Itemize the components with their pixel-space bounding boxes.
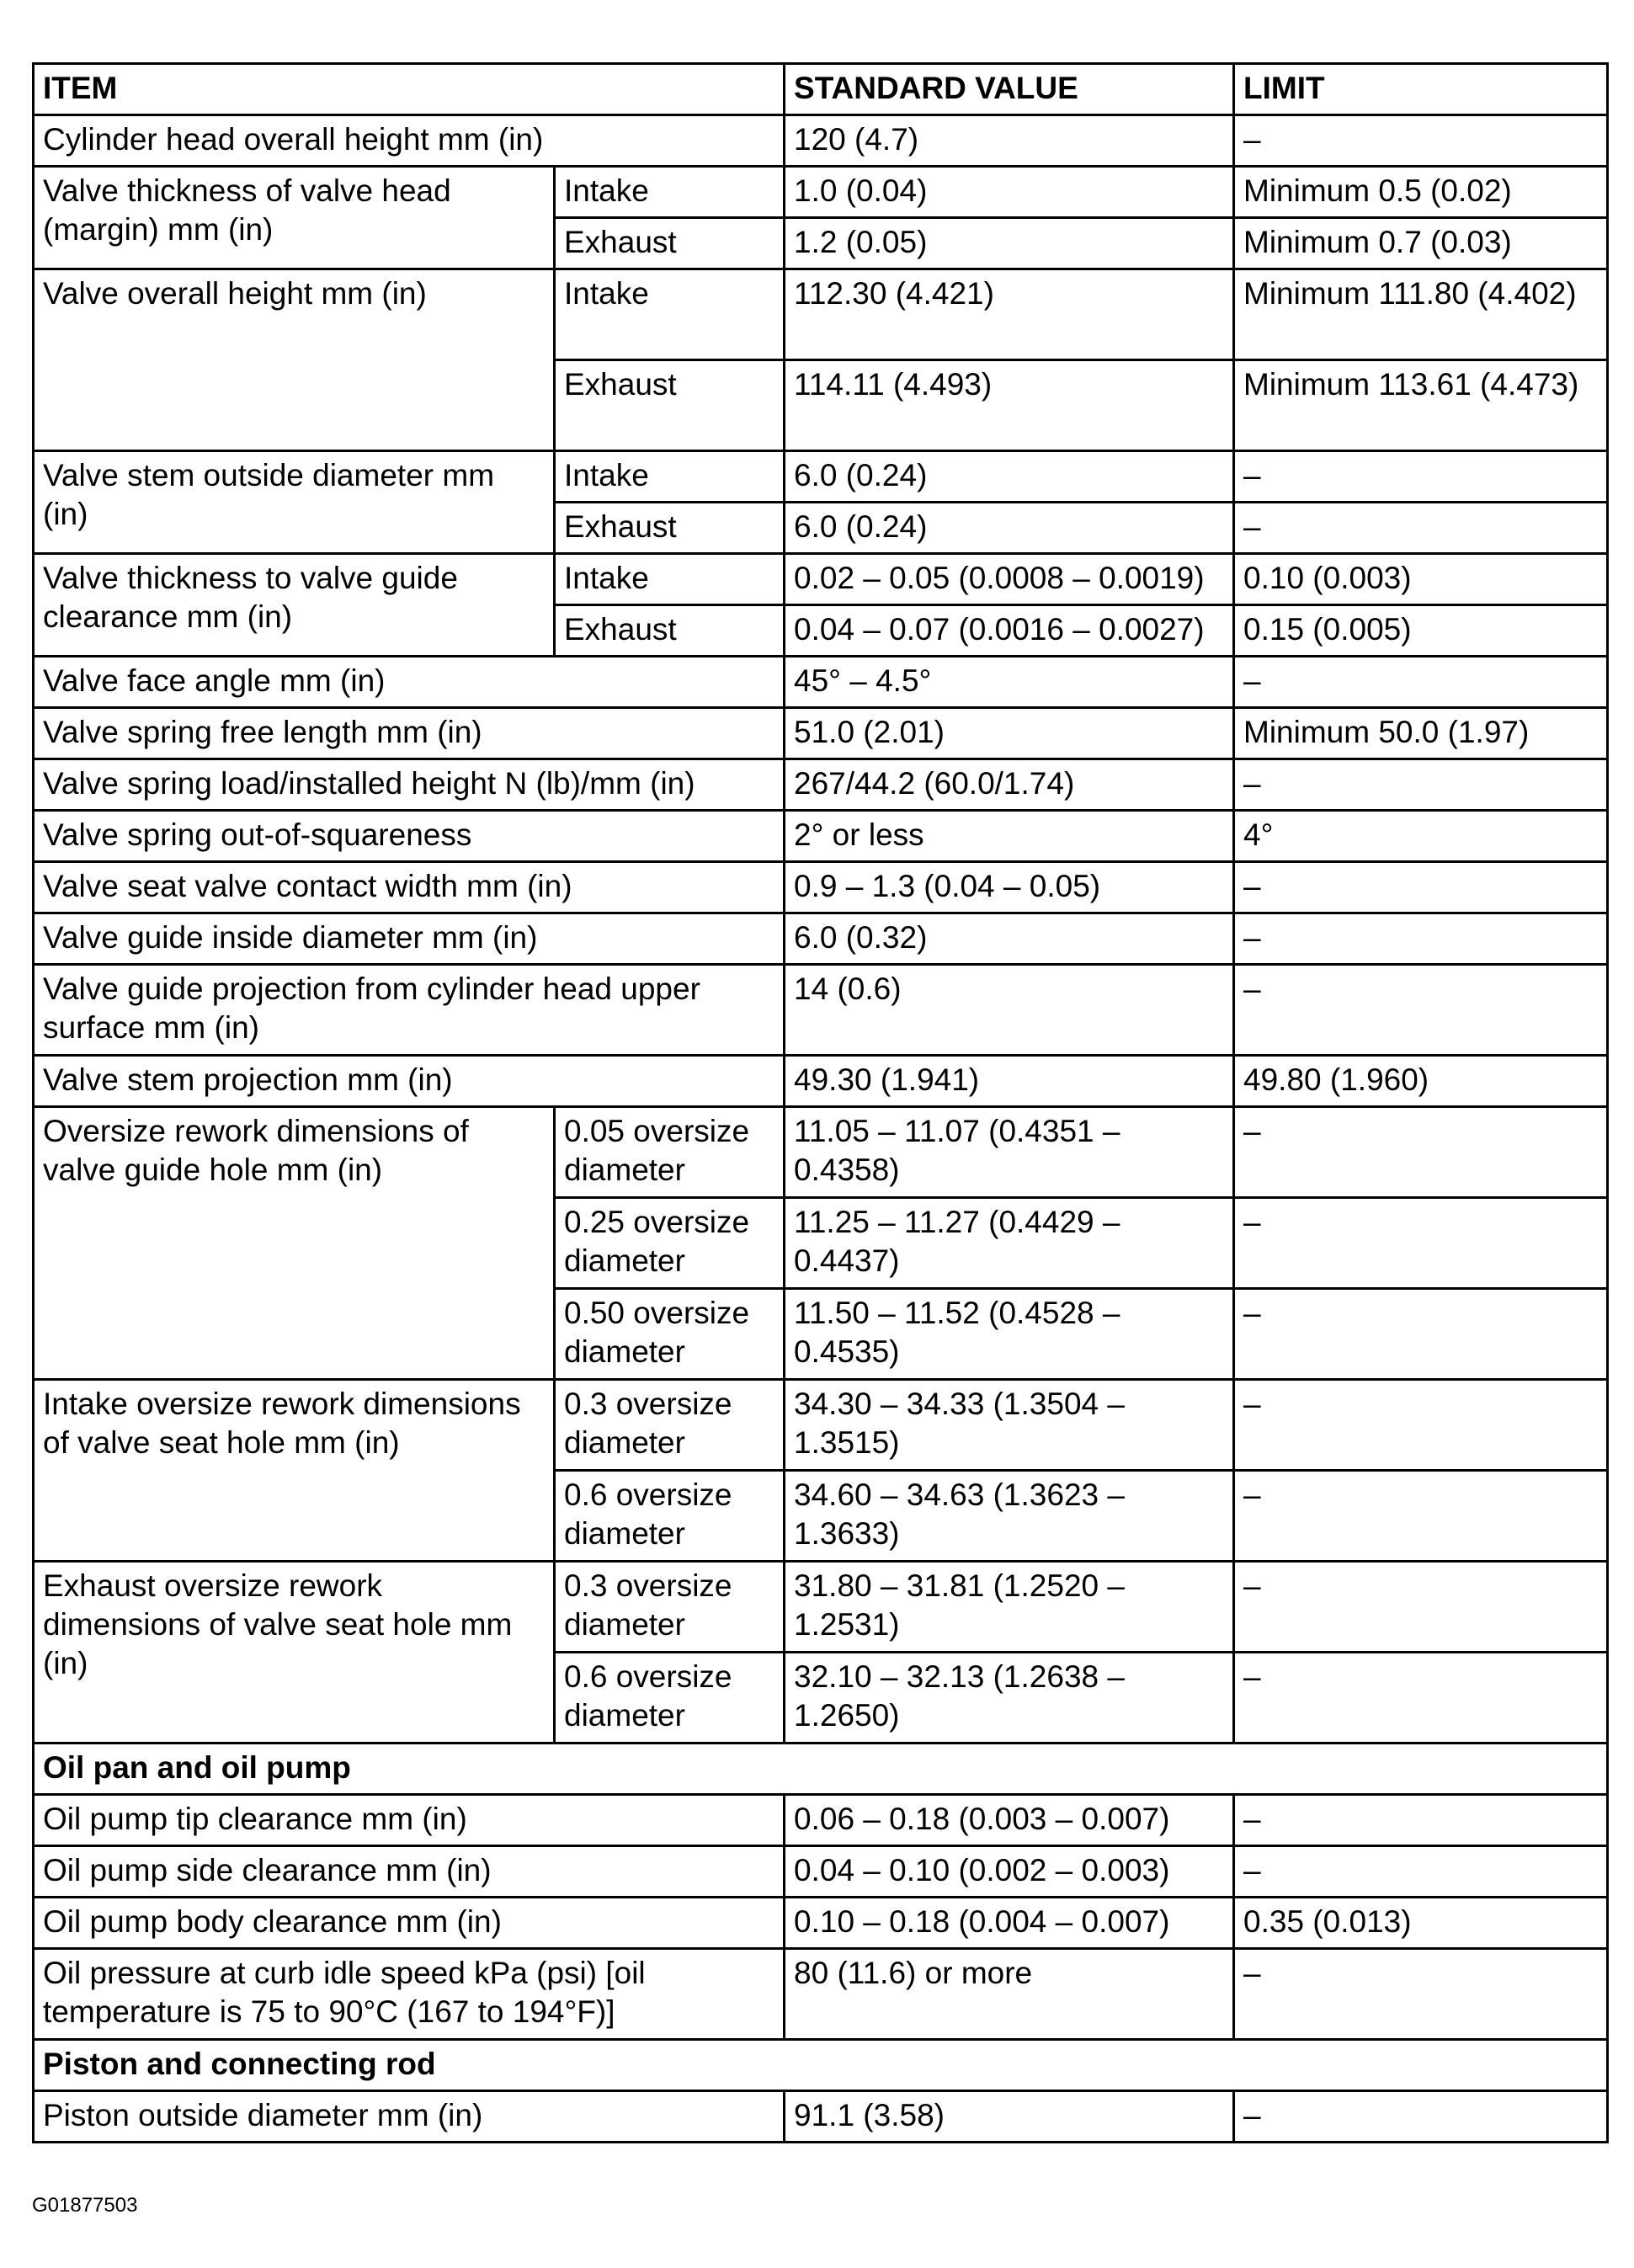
section-row	[34, 1744, 1608, 1795]
header-item: ITEM	[34, 64, 785, 115]
standard-value-cell: 80 (11.6) or more	[785, 1949, 1234, 2040]
subitem-cell: Exhaust	[555, 360, 785, 451]
item-cell: Cylinder head overall height mm (in)	[34, 115, 785, 167]
section-title: Oil pan and oil pump	[34, 1744, 1608, 1795]
limit-cell: –	[1234, 1471, 1608, 1562]
limit-cell: –	[1234, 1653, 1608, 1744]
subitem-cell: Exhaust	[555, 605, 785, 657]
limit-cell: –	[1234, 1198, 1608, 1289]
limit-cell: 0.15 (0.005)	[1234, 605, 1608, 657]
table-row	[34, 1795, 1608, 1846]
limit-cell: –	[1234, 1107, 1608, 1198]
table-row	[34, 759, 1608, 811]
section-title: Piston and connecting rod	[34, 2040, 1608, 2091]
item-cell: Valve spring load/installed height N (lb)/mm (in)	[34, 759, 785, 811]
table-row	[34, 115, 1608, 167]
table-row	[34, 451, 1608, 503]
item-cell: Piston outside diameter mm (in)	[34, 2091, 785, 2143]
standard-value-cell: 11.25 – 11.27 (0.4429 – 0.4437)	[785, 1198, 1234, 1289]
item-cell: Valve spring out-of-squareness	[34, 811, 785, 862]
limit-cell: 0.10 (0.003)	[1234, 554, 1608, 605]
limit-cell: –	[1234, 1949, 1608, 2040]
limit-cell: –	[1234, 1846, 1608, 1898]
table-row	[34, 269, 1608, 360]
limit-cell: Minimum 0.5 (0.02)	[1234, 167, 1608, 218]
standard-value-cell: 45° – 4.5°	[785, 657, 1234, 708]
standard-value-cell: 1.0 (0.04)	[785, 167, 1234, 218]
limit-cell: –	[1234, 913, 1608, 965]
header-limit: LIMIT	[1234, 64, 1608, 115]
standard-value-cell: 11.50 – 11.52 (0.4528 – 0.4535)	[785, 1289, 1234, 1380]
limit-cell: –	[1234, 862, 1608, 913]
standard-value-cell: 0.9 – 1.3 (0.04 – 0.05)	[785, 862, 1234, 913]
table-row	[34, 708, 1608, 759]
standard-value-cell: 6.0 (0.24)	[785, 451, 1234, 503]
subitem-cell: Intake	[555, 451, 785, 503]
limit-cell: –	[1234, 657, 1608, 708]
standard-value-cell: 11.05 – 11.07 (0.4351 – 0.4358)	[785, 1107, 1234, 1198]
standard-value-cell: 1.2 (0.05)	[785, 218, 1234, 269]
limit-cell: –	[1234, 1795, 1608, 1846]
limit-cell: Minimum 113.61 (4.473)	[1234, 360, 1608, 451]
limit-cell: –	[1234, 1562, 1608, 1653]
limit-cell: 0.35 (0.013)	[1234, 1898, 1608, 1949]
section-row	[34, 2040, 1608, 2091]
subitem-cell: 0.6 oversize diameter	[555, 1471, 785, 1562]
table-row	[34, 1056, 1608, 1107]
item-cell: Oil pump body clearance mm (in)	[34, 1898, 785, 1949]
item-cell: Valve seat valve contact width mm (in)	[34, 862, 785, 913]
limit-cell: Minimum 111.80 (4.402)	[1234, 269, 1608, 360]
subitem-cell: 0.3 oversize diameter	[555, 1562, 785, 1653]
standard-value-cell: 32.10 – 32.13 (1.2638 – 1.2650)	[785, 1653, 1234, 1744]
item-cell: Oil pump tip clearance mm (in)	[34, 1795, 785, 1846]
standard-value-cell: 31.80 – 31.81 (1.2520 – 1.2531)	[785, 1562, 1234, 1653]
header-row	[34, 64, 1608, 115]
standard-value-cell: 49.30 (1.941)	[785, 1056, 1234, 1107]
table-row	[34, 167, 1608, 218]
limit-cell: –	[1234, 503, 1608, 554]
table-row	[34, 2091, 1608, 2143]
table-row	[34, 1846, 1608, 1898]
item-cell: Valve stem outside diameter mm (in)	[34, 451, 555, 554]
item-cell: Valve thickness to valve guide clearance mm (in)	[34, 554, 555, 657]
spec-table-body	[34, 64, 1608, 2143]
limit-cell: –	[1234, 1289, 1608, 1380]
item-cell: Valve face angle mm (in)	[34, 657, 785, 708]
subitem-cell: Intake	[555, 167, 785, 218]
standard-value-cell: 14 (0.6)	[785, 965, 1234, 1056]
item-cell: Oil pressure at curb idle speed kPa (psi) [oil temperature is 75 to 90°C (167 to 194°F)]	[34, 1949, 785, 2040]
spec-table	[32, 62, 1609, 2143]
standard-value-cell: 51.0 (2.01)	[785, 708, 1234, 759]
figure-code: G01877503	[32, 2194, 138, 2217]
limit-cell: 4°	[1234, 811, 1608, 862]
table-row	[34, 913, 1608, 965]
subitem-cell: Exhaust	[555, 218, 785, 269]
limit-cell: –	[1234, 451, 1608, 503]
limit-cell: –	[1234, 2091, 1608, 2143]
limit-cell: –	[1234, 1380, 1608, 1471]
limit-cell: –	[1234, 115, 1608, 167]
standard-value-cell: 0.06 – 0.18 (0.003 – 0.007)	[785, 1795, 1234, 1846]
item-cell: Intake oversize rework dimensions of valve seat hole mm (in)	[34, 1380, 555, 1562]
table-row	[34, 1949, 1608, 2040]
table-row	[34, 1107, 1608, 1198]
limit-cell: Minimum 50.0 (1.97)	[1234, 708, 1608, 759]
table-row	[34, 554, 1608, 605]
standard-value-cell: 0.04 – 0.07 (0.0016 – 0.0027)	[785, 605, 1234, 657]
standard-value-cell: 91.1 (3.58)	[785, 2091, 1234, 2143]
table-row	[34, 862, 1608, 913]
standard-value-cell: 6.0 (0.32)	[785, 913, 1234, 965]
subitem-cell: 0.6 oversize diameter	[555, 1653, 785, 1744]
table-row	[34, 1380, 1608, 1471]
standard-value-cell: 0.10 – 0.18 (0.004 – 0.007)	[785, 1898, 1234, 1949]
limit-cell: –	[1234, 759, 1608, 811]
header-standard-value: STANDARD VALUE	[785, 64, 1234, 115]
item-cell: Oil pump side clearance mm (in)	[34, 1846, 785, 1898]
item-cell: Valve overall height mm (in)	[34, 269, 555, 451]
subitem-cell: Intake	[555, 554, 785, 605]
standard-value-cell: 2° or less	[785, 811, 1234, 862]
item-cell: Valve spring free length mm (in)	[34, 708, 785, 759]
table-row	[34, 657, 1608, 708]
standard-value-cell: 120 (4.7)	[785, 115, 1234, 167]
item-cell: Oversize rework dimensions of valve guide hole mm (in)	[34, 1107, 555, 1380]
item-cell: Exhaust oversize rework dimensions of valve seat hole mm (in)	[34, 1562, 555, 1744]
table-row	[34, 1562, 1608, 1653]
standard-value-cell: 34.30 – 34.33 (1.3504 – 1.3515)	[785, 1380, 1234, 1471]
subitem-cell: 0.50 oversize diameter	[555, 1289, 785, 1380]
limit-cell: –	[1234, 965, 1608, 1056]
item-cell: Valve thickness of valve head (margin) mm (in)	[34, 167, 555, 269]
limit-cell: Minimum 0.7 (0.03)	[1234, 218, 1608, 269]
subitem-cell: Exhaust	[555, 503, 785, 554]
limit-cell: 49.80 (1.960)	[1234, 1056, 1608, 1107]
item-cell: Valve stem projection mm (in)	[34, 1056, 785, 1107]
standard-value-cell: 267/44.2 (60.0/1.74)	[785, 759, 1234, 811]
subitem-cell: 0.3 oversize diameter	[555, 1380, 785, 1471]
subitem-cell: 0.05 oversize diameter	[555, 1107, 785, 1198]
table-row	[34, 1898, 1608, 1949]
subitem-cell: 0.25 oversize diameter	[555, 1198, 785, 1289]
standard-value-cell: 112.30 (4.421)	[785, 269, 1234, 360]
table-row	[34, 965, 1608, 1056]
standard-value-cell: 114.11 (4.493)	[785, 360, 1234, 451]
table-row	[34, 811, 1608, 862]
item-cell: Valve guide inside diameter mm (in)	[34, 913, 785, 965]
item-cell: Valve guide projection from cylinder head upper surface mm (in)	[34, 965, 785, 1056]
standard-value-cell: 0.02 – 0.05 (0.0008 – 0.0019)	[785, 554, 1234, 605]
standard-value-cell: 6.0 (0.24)	[785, 503, 1234, 554]
standard-value-cell: 34.60 – 34.63 (1.3623 – 1.3633)	[785, 1471, 1234, 1562]
subitem-cell: Intake	[555, 269, 785, 360]
standard-value-cell: 0.04 – 0.10 (0.002 – 0.003)	[785, 1846, 1234, 1898]
